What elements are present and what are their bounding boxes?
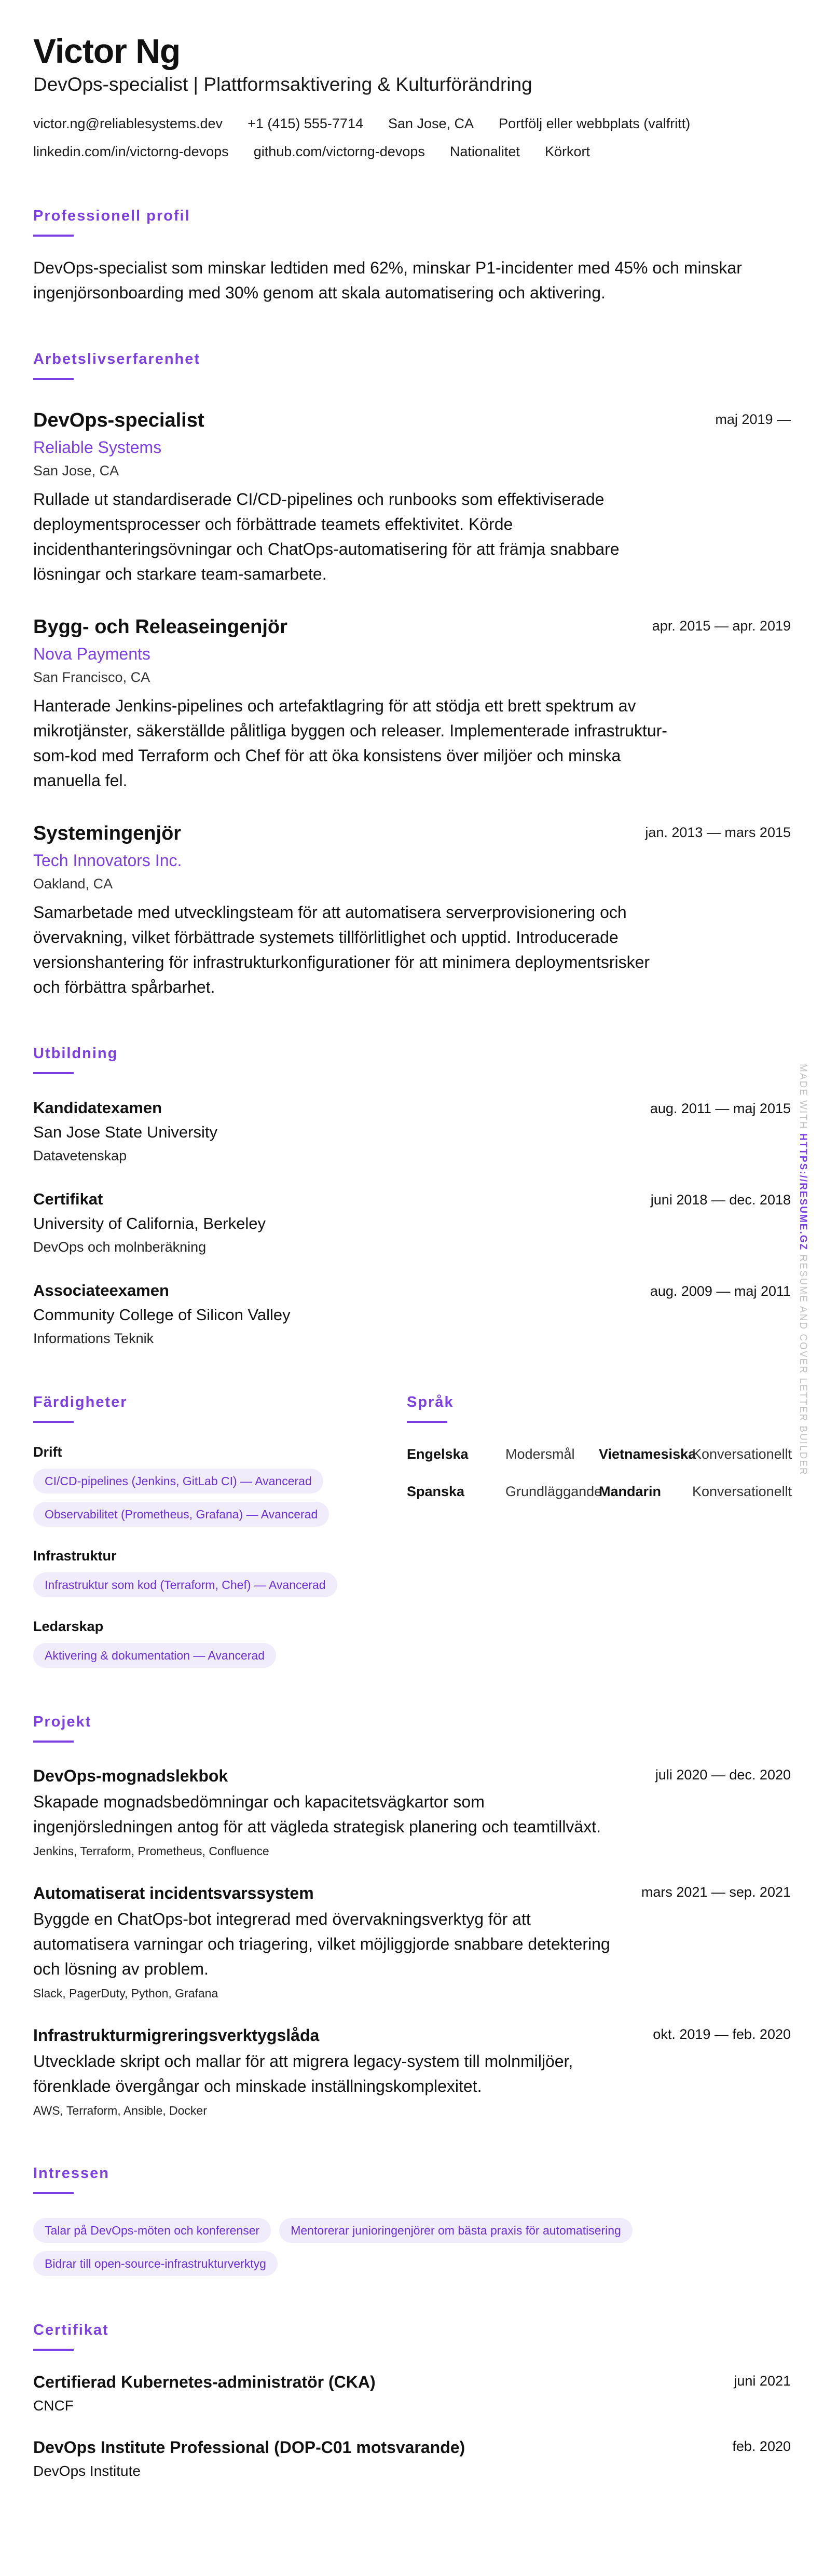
skill-chip: Aktivering & dokumentation — Avancerad xyxy=(33,1643,276,1668)
section-title: Färdigheter xyxy=(33,1394,128,1410)
certificate-date: juni 2021 xyxy=(734,2373,791,2389)
education-dates: aug. 2009 — maj 2011 xyxy=(650,1283,791,1299)
education-degree: Kandidatexamen xyxy=(33,1099,162,1117)
language-level: Konversationellt xyxy=(692,1484,792,1499)
skill-chips xyxy=(33,1572,407,1597)
project-title: DevOps-mognadslekbok xyxy=(33,1766,228,1785)
skills-languages-row xyxy=(33,1393,791,1668)
contact-location: San Jose, CA xyxy=(388,116,474,131)
languages-section xyxy=(407,1393,791,1668)
language-name: Engelska xyxy=(407,1446,469,1462)
resume-header xyxy=(33,31,791,162)
language-level: Modersmål xyxy=(505,1446,575,1462)
job-company: Reliable Systems xyxy=(33,438,162,457)
contact-github[interactable]: github.com/victorng-devops xyxy=(253,144,425,159)
language-list xyxy=(407,1444,791,1502)
skill-chip: Observabilitet (Prometheus, Grafana) — Avancerad xyxy=(33,1502,329,1527)
certificate-issuer: CNCF xyxy=(33,2397,74,2414)
project-tech: AWS, Terraform, Ansible, Docker xyxy=(33,2104,207,2117)
education-field: DevOps och molnberäkning xyxy=(33,1239,207,1255)
education-degree: Certifikat xyxy=(33,1190,103,1208)
project-description: Byggde en ChatOps-bot integrerad med övervakningsverktyg för att automatisera varningar och triagering, vilket möjliggjorde snabbare detektering och lösning av problem. xyxy=(33,1910,610,1978)
experience-section xyxy=(33,350,791,999)
certificate-issuer: DevOps Institute xyxy=(33,2463,141,2479)
certificates-section xyxy=(33,2321,791,2482)
job-entry xyxy=(33,821,791,999)
job-entry xyxy=(33,408,791,586)
section-divider xyxy=(33,1072,74,1074)
skill-chips xyxy=(33,1469,407,1527)
skill-group-title: Drift xyxy=(33,1444,62,1460)
project-tech: Jenkins, Terraform, Prometheus, Confluence xyxy=(33,1844,269,1858)
project-entry xyxy=(33,1764,791,1860)
section-title: Professionell profil xyxy=(33,208,190,224)
contact-portfolio[interactable]: Portfölj eller webbplats (valfritt) xyxy=(499,116,691,131)
contact-drivers-license: Körkort xyxy=(544,144,590,159)
language-name: Mandarin xyxy=(599,1484,662,1499)
education-entry xyxy=(33,1280,791,1348)
projects-section xyxy=(33,1712,791,2119)
language-name: Vietnamesiska xyxy=(599,1446,696,1462)
interest-chip: Bidrar till open-source-infrastrukturverktyg xyxy=(33,2251,278,2276)
section-divider xyxy=(33,2349,74,2351)
contact-email[interactable]: victor.ng@reliablesystems.dev xyxy=(33,116,223,131)
skill-group-title: Infrastruktur xyxy=(33,1548,117,1564)
watermark-brand-link[interactable]: HTTPS://RESUME.GZ xyxy=(798,1133,808,1251)
job-dates: maj 2019 — xyxy=(715,412,791,427)
contact-nationality: Nationalitet xyxy=(449,144,520,159)
project-description: Skapade mognadsbedömningar och kapacitetsvägkartor som ingenjörsledningen antog för att vägleda strategisk planering och teamtillväxt. xyxy=(33,1792,601,1836)
job-dates: apr. 2015 — apr. 2019 xyxy=(652,618,791,634)
language-level: Grundläggande xyxy=(505,1484,602,1499)
job-description: Rullade ut standardiserade CI/CD-pipelines och runbooks som effektiviserade deploymentsprocesser och förbättrade teamets effektivitet. Körde incidenthanteringsövningar och ChatOps-automatisering för att främja snabbare lösningar och starkare team-samarbete. xyxy=(33,490,620,583)
education-field: Informations Teknik xyxy=(33,1331,154,1346)
skill-chip: CI/CD-pipelines (Jenkins, GitLab CI) — Avancerad xyxy=(33,1469,323,1493)
section-title: Certifikat xyxy=(33,2322,109,2338)
candidate-headline: DevOps-specialist | Plattformsaktivering & Kulturförändring xyxy=(33,74,532,95)
job-location: San Jose, CA xyxy=(33,463,119,478)
resume-page xyxy=(33,31,791,2482)
section-divider xyxy=(33,1421,74,1423)
certificate-name: DevOps Institute Professional (DOP-C01 motsvarande) xyxy=(33,2438,465,2457)
project-dates: mars 2021 — sep. 2021 xyxy=(641,1884,791,1900)
contact-list xyxy=(33,113,796,162)
section-divider xyxy=(33,1741,74,1743)
job-description: Hanterade Jenkins-pipelines och artefaktlagring för att stödja ett brett spektrum av mikrotjänster, säkerställde pålitliga byggen och releaser. Implementerade infrastruktur-som-kod med Terraform och Chef för att öka konsistens över miljöer och minska manuella fel. xyxy=(33,696,667,790)
education-school: San Jose State University xyxy=(33,1123,217,1141)
job-location: Oakland, CA xyxy=(33,876,113,892)
watermark-suffix: RESUME AND COVER LETTER BUILDER xyxy=(798,1254,808,1476)
job-title: DevOps-specialist xyxy=(33,409,204,431)
interest-chips xyxy=(33,2218,791,2276)
skill-group xyxy=(33,1546,407,1597)
job-entry xyxy=(33,614,791,793)
skill-group-title: Ledarskap xyxy=(33,1619,104,1634)
education-entry xyxy=(33,1188,791,1257)
profile-summary: DevOps-specialist som minskar ledtiden med 62%, minskar P1-incidenter med 45% och minskar ingenjörsonboarding med 30% genom att skala automatisering och aktivering. xyxy=(33,258,742,302)
job-location: San Francisco, CA xyxy=(33,669,150,685)
section-divider xyxy=(33,378,74,380)
education-section xyxy=(33,1044,791,1348)
project-dates: okt. 2019 — feb. 2020 xyxy=(653,2026,791,2042)
section-title: Utbildning xyxy=(33,1045,118,1062)
section-title: Arbetslivserfarenhet xyxy=(33,351,201,367)
contact-phone[interactable]: +1 (415) 555-7714 xyxy=(248,116,363,131)
language-name: Spanska xyxy=(407,1484,465,1499)
interest-chip: Talar på DevOps-möten och konferenser xyxy=(33,2218,271,2243)
certificate-date: feb. 2020 xyxy=(732,2438,791,2454)
project-entry xyxy=(33,1882,791,2002)
candidate-name: Victor Ng xyxy=(33,32,181,70)
project-title: Infrastrukturmigreringsverktygslåda xyxy=(33,2026,320,2045)
education-field: Datavetenskap xyxy=(33,1148,127,1163)
job-title: Bygg- och Releaseingenjör xyxy=(33,616,287,638)
section-divider xyxy=(33,2192,74,2194)
contact-linkedin[interactable]: linkedin.com/in/victorng-devops xyxy=(33,144,229,159)
watermark-prefix: MADE WITH xyxy=(798,1064,808,1130)
skill-chips xyxy=(33,1643,407,1668)
certificate-entry xyxy=(33,2436,791,2482)
section-title: Språk xyxy=(407,1394,454,1410)
job-company: Tech Innovators Inc. xyxy=(33,851,182,870)
language-level: Konversationellt xyxy=(692,1446,792,1462)
education-school: University of California, Berkeley xyxy=(33,1214,266,1232)
profile-section xyxy=(33,207,791,305)
education-entry xyxy=(33,1097,791,1166)
skill-chip: Infrastruktur som kod (Terraform, Chef) — Avancerad xyxy=(33,1572,337,1597)
job-title: Systemingenjör xyxy=(33,823,182,844)
builder-watermark xyxy=(797,1064,808,1476)
interest-chip: Mentorerar junioringenjörer om bästa praxis för automatisering xyxy=(279,2218,633,2243)
education-dates: aug. 2011 — maj 2015 xyxy=(650,1101,791,1116)
job-company: Nova Payments xyxy=(33,645,150,663)
project-description: Utvecklade skript och mallar för att migrera legacy-system till molnmiljöer, förenklade övergångar och minskade inställningskomplexitet. xyxy=(33,2052,573,2095)
skill-group xyxy=(33,1443,407,1527)
section-title: Intressen xyxy=(33,2165,109,2182)
skill-group xyxy=(33,1617,407,1668)
certificate-name: Certifierad Kubernetes-administratör (CKA) xyxy=(33,2373,376,2391)
project-tech: Slack, PagerDuty, Python, Grafana xyxy=(33,1986,218,2000)
project-title: Automatiserat incidentsvarssystem xyxy=(33,1884,314,1902)
skills-section xyxy=(33,1393,407,1668)
section-divider xyxy=(407,1421,447,1423)
job-description: Samarbetade med utvecklingsteam för att automatisera serverprovisionering och övervakning, vilket förbättrade systemets tillförlitlighet och upptid. Introducerade versionshantering för infrastrukturkonfigurationer för att minimera deploymentsrisker och förbättra spårbarhet. xyxy=(33,903,650,996)
education-dates: juni 2018 — dec. 2018 xyxy=(650,1192,791,1208)
education-school: Community College of Silicon Valley xyxy=(33,1306,291,1324)
certificate-entry xyxy=(33,2371,791,2416)
project-entry xyxy=(33,2024,791,2119)
project-dates: juli 2020 — dec. 2020 xyxy=(655,1767,791,1783)
section-divider xyxy=(33,235,74,237)
interests-section xyxy=(33,2164,791,2276)
job-dates: jan. 2013 — mars 2015 xyxy=(645,825,791,840)
education-degree: Associateexamen xyxy=(33,1281,169,1299)
section-title: Projekt xyxy=(33,1714,92,1730)
